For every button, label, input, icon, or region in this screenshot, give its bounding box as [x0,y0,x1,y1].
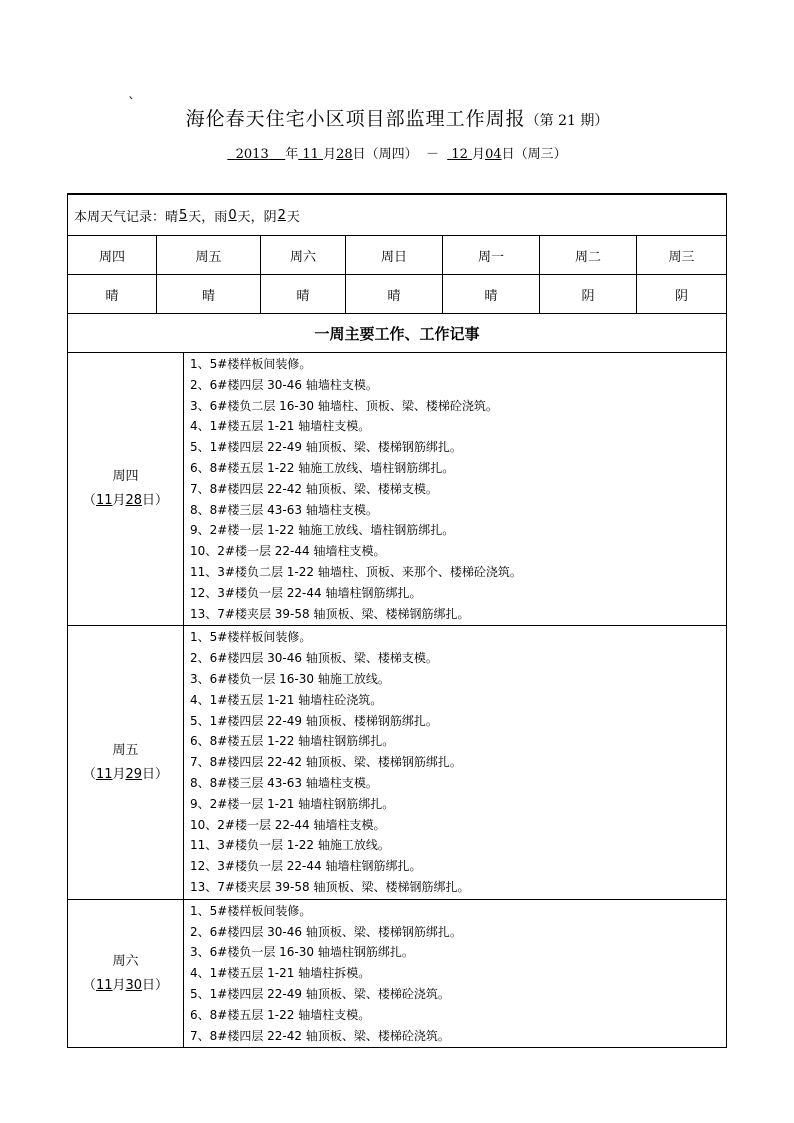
task-item: 3、6#楼负一层 16-30 轴墙柱钢筋绑扎。 [190,945,414,960]
weekday-cell: 周五 [157,236,261,274]
task-list [184,900,726,1048]
condition-cell: 阴 [674,288,688,304]
task-item: 5、1#楼四层 22-49 轴顶板、梁、楼梯砼浇筑。 [190,986,450,1001]
weather-summary: 本周天气记录：晴 5 天，雨 0 天，阴 2 天 [68,195,726,236]
date-start-weekday: 日（周四） [352,147,418,162]
task-item: 11、3#楼负一层 1-22 轴施工放线。 [190,838,390,853]
task-item: 12、3#楼负一层 22-44 轴墙柱钢筋绑扎。 [190,859,422,874]
task-item: 2、6#楼四层 30-46 轴墙柱支模。 [190,377,378,392]
date-end-day: 04 [485,147,502,162]
weekday-cell: 周二 [540,236,637,274]
task-item: 5、1#楼四层 22-49 轴顶板、楼梯钢筋绑扎。 [190,713,438,728]
weekday-cell: 周四 [68,236,157,274]
task-item: 6、8#楼五层 1-22 轴墙柱支模。 [190,1007,371,1022]
weekday-header-row [68,236,726,275]
stray-mark: ` [128,96,135,112]
weekday-cell: 周六 [261,236,346,274]
day-label: 周六 （11月30日） [68,900,184,1048]
report-title-text: 海伦春天住宅小区项目部监理工作周报 [185,108,526,130]
day-entry-saturday [68,900,726,1048]
weekday-cell: 周日 [346,236,443,274]
task-item: 10、2#楼一层 22-44 轴墙柱支模。 [190,817,386,832]
day-entry-friday [68,626,726,899]
weekday-cell: 周一 [443,236,540,274]
task-item: 8、8#楼三层 43-63 轴墙柱支模。 [190,775,378,790]
task-item: 9、2#楼一层 1-21 轴墙柱钢筋绑扎。 [190,796,395,811]
condition-cell: 晴 [443,275,540,313]
date-separator: － [425,147,439,162]
task-item: 4、1#楼五层 1-21 轴墙柱支模。 [190,419,371,434]
task-item: 7、8#楼四层 22-42 轴顶板、梁、楼梯支模。 [190,481,438,496]
sunny-count: 5 [179,207,188,223]
task-item: 2、6#楼四层 30-46 轴顶板、梁、楼梯钢筋绑扎。 [190,924,462,939]
task-item: 13、7#楼夹层 39-58 轴顶板、梁、楼梯钢筋绑扎。 [190,879,470,894]
task-item: 5、1#楼四层 22-49 轴顶板、梁、楼梯钢筋绑扎。 [190,440,462,455]
task-item: 7、8#楼四层 22-42 轴顶板、梁、楼梯钢筋绑扎。 [190,755,462,770]
task-item: 10、2#楼一层 22-44 轴墙柱支模。 [190,544,386,559]
task-item: 1、5#楼样板间装修。 [190,630,312,645]
date-start-day: 28 [336,147,353,162]
rain-count: 0 [228,207,237,223]
task-item: 12、3#楼负一层 22-44 轴墙柱钢筋绑扎。 [190,585,422,600]
condition-cell: 阴 [540,275,637,313]
issue-number: （第 21 期） [525,113,609,129]
condition-cell: 晴 [346,275,443,313]
date-year: 2013 [235,147,269,162]
date-range: 2013 年 11 月28日（周四） － 12 月04日（周三） [0,143,794,162]
section-title: 一周主要工作、工作记事 [68,314,726,353]
day-label: 周五 （11月29日） [68,626,184,898]
task-item: 6、8#楼五层 1-22 轴墙柱钢筋绑扎。 [190,734,395,749]
task-item: 3、6#楼负二层 16-30 轴墙柱、顶板、梁、楼梯砼浇筑。 [190,398,498,413]
date-end-weekday: 日（周三） [501,147,567,162]
task-item: 9、2#楼一层 1-22 轴施工放线、墙柱钢筋绑扎。 [190,523,455,538]
task-list [184,626,726,898]
task-item: 4、1#楼五层 1-21 轴墙柱拆模。 [190,966,371,981]
task-item: 6、8#楼五层 1-22 轴施工放线、墙柱钢筋绑扎。 [190,460,455,475]
task-item: 3、6#楼负一层 16-30 轴施工放线。 [190,671,390,686]
date-start-month: 11 [302,147,319,162]
date-end-month: 12 [451,147,468,162]
cloudy-count: 2 [277,207,286,223]
task-item: 7、8#楼四层 22-42 轴顶板、梁、楼梯砼浇筑。 [190,1028,450,1043]
weekday-cell: 周三 [668,249,695,265]
task-item: 2、6#楼四层 30-46 轴顶板、梁、楼梯支模。 [190,651,438,666]
day-label: 周四 （11月28日） [68,353,184,625]
task-item: 13、7#楼夹层 39-58 轴顶板、梁、楼梯钢筋绑扎。 [190,606,470,621]
task-item: 4、1#楼五层 1-21 轴墙柱砼浇筑。 [190,692,383,707]
condition-cell: 晴 [68,275,157,313]
task-item: 1、5#楼样板间装修。 [190,903,312,918]
task-item: 1、5#楼样板间装修。 [190,357,312,371]
report-table [67,193,727,1048]
task-list [184,353,726,625]
weather-condition-row [68,275,726,314]
day-entry-thursday [68,353,726,626]
report-title [0,104,794,131]
task-item: 11、3#楼负二层 1-22 轴墙柱、顶板、来那个、楼梯砼浇筑。 [190,564,522,579]
task-item: 8、8#楼三层 43-63 轴墙柱支模。 [190,502,378,517]
condition-cell: 晴 [261,275,346,313]
condition-cell: 晴 [157,275,261,313]
